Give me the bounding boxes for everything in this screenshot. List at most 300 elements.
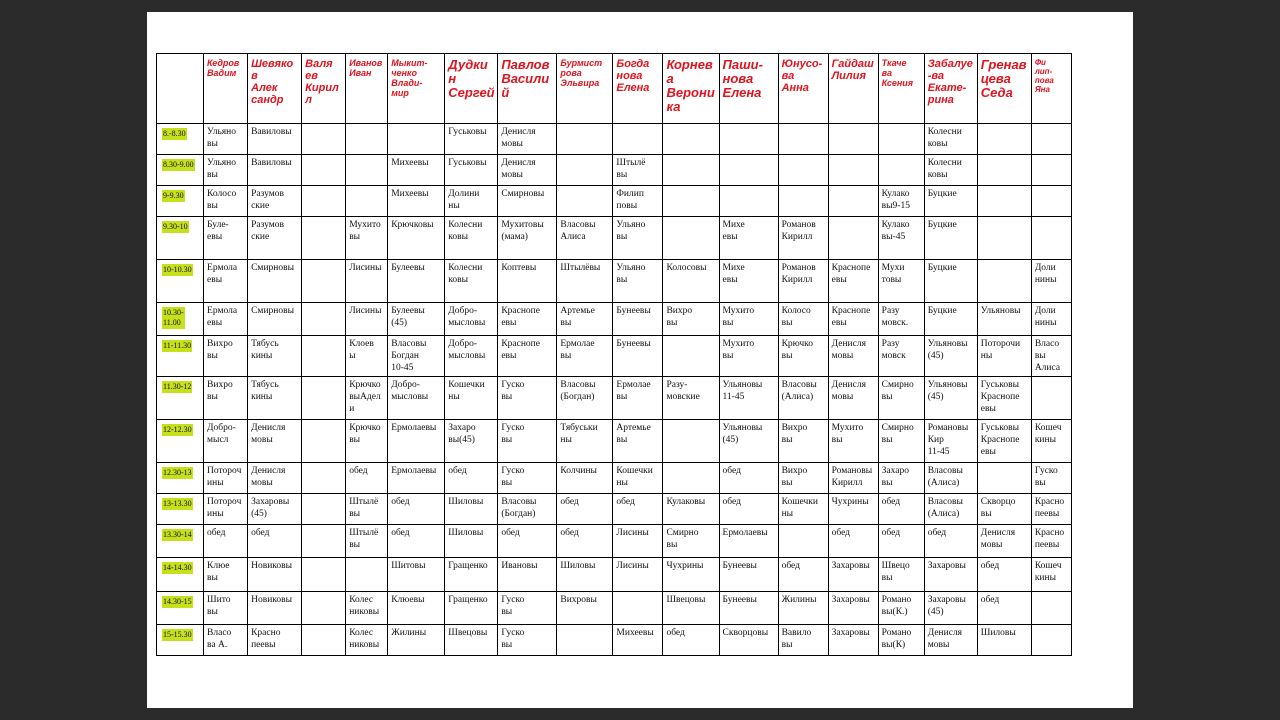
schedule-cell <box>977 124 1031 155</box>
schedule-cell: Кошечки ны <box>778 494 828 525</box>
schedule-cell: Ульяно вы <box>613 260 663 303</box>
table-row <box>157 336 1072 377</box>
schedule-cell: Гуско вы <box>498 625 557 656</box>
schedule-cell: Доли нины <box>1031 260 1071 303</box>
schedule-cell: Лисины <box>346 260 388 303</box>
schedule-cell: Смирно вы <box>878 377 924 420</box>
time-slot-label: 13.30-14 <box>163 530 192 539</box>
schedule-cell: Разумов ские <box>248 217 302 260</box>
teacher-header <box>248 54 302 124</box>
schedule-cell <box>977 155 1031 186</box>
schedule-cell <box>828 217 878 260</box>
schedule-cell: Гуськовы Краснопе евы <box>977 420 1031 463</box>
schedule-cell: Лисины <box>346 303 388 336</box>
schedule-cell: обед <box>204 525 248 558</box>
schedule-cell <box>302 155 346 186</box>
schedule-cell: Швецовы <box>663 592 719 625</box>
teacher-name-line: Павлов <box>501 57 550 72</box>
schedule-cell: Бунеевы <box>719 558 778 592</box>
time-slot-label: 11-11.30 <box>163 341 192 350</box>
schedule-cell: Власовы Богдан 10-45 <box>388 336 445 377</box>
schedule-cell <box>1031 124 1071 155</box>
schedule-cell: Денисля мовы <box>924 625 977 656</box>
schedule-cell <box>557 186 613 217</box>
corner-cell <box>157 54 204 124</box>
time-slot-cell <box>157 592 204 625</box>
table-row <box>157 186 1072 217</box>
schedule-cell: Крючко выАдел и <box>346 377 388 420</box>
schedule-cell: Бунеевы <box>613 336 663 377</box>
schedule-cell: Булеевы (45) <box>388 303 445 336</box>
schedule-cell: Смирно вы <box>663 525 719 558</box>
schedule-cell <box>977 260 1031 303</box>
teacher-name-line: ва <box>781 70 795 82</box>
schedule-cell: Ермолае вы <box>613 377 663 420</box>
schedule-cell: Гращенко <box>445 558 498 592</box>
schedule-cell: обед <box>557 494 613 525</box>
schedule-cell: Краснопе евы <box>498 336 557 377</box>
teacher-name-line: мир <box>391 88 409 98</box>
teacher-name-line: Седа <box>980 85 1013 100</box>
schedule-cell: Ульяно вы <box>204 124 248 155</box>
teacher-name-line: Паши- <box>722 57 763 72</box>
schedule-cell: Денисля мовы <box>977 525 1031 558</box>
schedule-cell: Романов Кирилл <box>778 217 828 260</box>
teacher-name-line: сандр <box>251 94 284 106</box>
teacher-header <box>924 54 977 124</box>
schedule-cell: обед <box>924 525 977 558</box>
schedule-cell: Вихро вы <box>778 420 828 463</box>
schedule-cell: Добро- мысловы <box>445 303 498 336</box>
table-row <box>157 625 1072 656</box>
schedule-cell: Клюе вы <box>204 558 248 592</box>
teacher-header <box>977 54 1031 124</box>
schedule-cell: Скворцо вы <box>977 494 1031 525</box>
schedule-cell: обед <box>346 463 388 494</box>
table-row <box>157 592 1072 625</box>
teacher-name-line: Ткаче <box>881 58 907 68</box>
schedule-cell: Колес никовы <box>346 625 388 656</box>
teacher-header <box>613 54 663 124</box>
schedule-cell <box>778 186 828 217</box>
schedule-cell <box>302 124 346 155</box>
schedule-cell: Краснопе евы <box>498 303 557 336</box>
schedule-cell: Колесни ковы <box>924 155 977 186</box>
schedule-cell: Разу мовск. <box>878 303 924 336</box>
teacher-name-line: Ксения <box>881 78 914 88</box>
time-slot-label: 10-10.30 <box>163 265 192 274</box>
schedule-cell: Гуско вы <box>498 377 557 420</box>
teacher-name-line: Шевяков <box>251 58 294 82</box>
teacher-name-line: Богда <box>616 58 650 70</box>
schedule-cell: Смирно вы <box>878 420 924 463</box>
schedule-cell: обед <box>778 558 828 592</box>
schedule-cell <box>1031 155 1071 186</box>
schedule-cell: обед <box>977 592 1031 625</box>
schedule-cell: Романо вы(К.) <box>878 592 924 625</box>
teacher-name-line: Валя <box>305 58 333 70</box>
time-slot-label: 9.30-10 <box>163 222 188 231</box>
schedule-cell: Новиковы <box>248 592 302 625</box>
schedule-cell: Разу- мовские <box>663 377 719 420</box>
time-slot-label: 8.30-9.00 <box>163 160 194 169</box>
schedule-cell: Денисля мовы <box>248 420 302 463</box>
schedule-cell: Краснопе евы <box>828 303 878 336</box>
schedule-cell: Швецовы <box>445 625 498 656</box>
schedule-cell <box>719 124 778 155</box>
teacher-name-line: Лилия <box>831 70 866 82</box>
schedule-cell: Шитовы <box>388 558 445 592</box>
schedule-cell <box>302 558 346 592</box>
time-slot-cell <box>157 124 204 155</box>
schedule-cell: Ульяновы 11-45 <box>719 377 778 420</box>
teacher-header <box>557 54 613 124</box>
schedule-cell <box>663 336 719 377</box>
teacher-name-line: Юнусо- <box>781 58 823 70</box>
schedule-cell: Власовы (Алиса) <box>924 463 977 494</box>
schedule-cell <box>613 124 663 155</box>
schedule-cell: Колесни ковы <box>445 217 498 260</box>
teacher-header <box>828 54 878 124</box>
schedule-cell: обед <box>388 525 445 558</box>
schedule-cell: Потороч ины <box>204 463 248 494</box>
schedule-cell: Кошечки ны <box>613 463 663 494</box>
schedule-cell <box>663 186 719 217</box>
schedule-cell: Ульяновы (45) <box>924 336 977 377</box>
schedule-cell: Бунеевы <box>719 592 778 625</box>
teacher-name-line: Корнева <box>666 57 713 86</box>
schedule-cell: Ермолаевы <box>719 525 778 558</box>
schedule-cell: Кошечки ны <box>445 377 498 420</box>
schedule-cell: Булеевы <box>388 260 445 303</box>
schedule-cell <box>663 124 719 155</box>
schedule-cell <box>778 525 828 558</box>
schedule-cell <box>388 124 445 155</box>
schedule-cell: Захаровы <box>828 592 878 625</box>
schedule-cell: Новиковы <box>248 558 302 592</box>
schedule-cell <box>302 186 346 217</box>
schedule-cell <box>1031 625 1071 656</box>
teacher-name-line: Иван <box>349 68 372 78</box>
schedule-cell <box>302 377 346 420</box>
schedule-cell: Вихро вы <box>204 377 248 420</box>
schedule-cell: Колосо вы <box>204 186 248 217</box>
table-row <box>157 525 1072 558</box>
schedule-cell <box>346 558 388 592</box>
teacher-header <box>204 54 248 124</box>
teacher-name-line: Мыкит- <box>391 58 428 68</box>
schedule-cell: Филип повы <box>613 186 663 217</box>
schedule-cell: Тябусь кины <box>248 377 302 420</box>
schedule-cell: Швецо вы <box>878 558 924 592</box>
time-slot-cell <box>157 217 204 260</box>
schedule-cell <box>663 420 719 463</box>
teacher-name-line: Василий <box>501 71 550 100</box>
schedule-cell: Власо ва А. <box>204 625 248 656</box>
table-row <box>157 260 1072 303</box>
schedule-cell: Мухито вы <box>719 303 778 336</box>
schedule-cell: обед <box>445 463 498 494</box>
schedule-cell: Вавиловы <box>248 155 302 186</box>
schedule-cell: Захаро вы <box>878 463 924 494</box>
schedule-cell: Денисля мовы <box>498 155 557 186</box>
schedule-cell <box>663 217 719 260</box>
schedule-cell <box>302 260 346 303</box>
teacher-name-line: Елена <box>616 82 650 94</box>
time-slot-label: 13-13.30 <box>163 499 192 508</box>
schedule-cell: Шито вы <box>204 592 248 625</box>
schedule-cell: Крючко вы <box>346 420 388 463</box>
teacher-name-line: Елена <box>722 85 762 100</box>
schedule-cell: Артемье вы <box>557 303 613 336</box>
teacher-header <box>778 54 828 124</box>
schedule-cell: Штылё вы <box>346 494 388 525</box>
schedule-cell <box>302 217 346 260</box>
schedule-cell: Гуськовы Краснопе евы <box>977 377 1031 420</box>
teacher-header <box>498 54 557 124</box>
schedule-cell <box>302 592 346 625</box>
schedule-cell: Власовы (Богдан) <box>557 377 613 420</box>
time-slot-cell <box>157 377 204 420</box>
schedule-cell <box>613 592 663 625</box>
schedule-cell: Шиловы <box>445 494 498 525</box>
table-row <box>157 463 1072 494</box>
time-slot-cell <box>157 463 204 494</box>
schedule-cell: Ульяновы (45) <box>924 377 977 420</box>
schedule-cell <box>719 186 778 217</box>
schedule-cell: Кулако вы-45 <box>878 217 924 260</box>
schedule-cell <box>346 186 388 217</box>
schedule-cell: Ермолаевы <box>388 463 445 494</box>
teacher-name-line: пова <box>1034 76 1054 85</box>
schedule-cell: Кулаковы <box>663 494 719 525</box>
teacher-name-line: Бурмист <box>560 58 603 68</box>
time-slot-label: 12.30-13 <box>163 468 192 477</box>
schedule-cell: Захаровы <box>828 558 878 592</box>
schedule-cell: Колесни ковы <box>445 260 498 303</box>
schedule-cell: Власовы (Алиса) <box>778 377 828 420</box>
teacher-name-line: рина <box>927 94 954 106</box>
teacher-name-line: ев <box>305 70 318 82</box>
teacher-name-line: Вадим <box>207 68 237 78</box>
schedule-cell <box>302 494 346 525</box>
schedule-cell: Добро- мысл <box>204 420 248 463</box>
teacher-name-line: -ва <box>927 70 944 82</box>
schedule-cell: Мухито вы <box>346 217 388 260</box>
schedule-cell: обед <box>557 525 613 558</box>
table-row <box>157 377 1072 420</box>
schedule-cell <box>977 217 1031 260</box>
schedule-cell: Скворцовы <box>719 625 778 656</box>
schedule-cell <box>977 186 1031 217</box>
schedule-cell: Буцкие <box>924 303 977 336</box>
time-slot-label: 9-9.30 <box>163 191 184 200</box>
schedule-cell <box>302 525 346 558</box>
schedule-cell: Буцкие <box>924 186 977 217</box>
schedule-cell <box>302 303 346 336</box>
schedule-cell: Красно пеевы <box>1031 494 1071 525</box>
schedule-cell: Поторочи ны <box>977 336 1031 377</box>
schedule-cell: Захаровы <box>924 558 977 592</box>
teacher-name-line: Гренав <box>980 57 1027 72</box>
schedule-cell: Мухи товы <box>878 260 924 303</box>
schedule-cell: Смирновы <box>248 260 302 303</box>
schedule-cell: Романовы Кирилл <box>828 463 878 494</box>
teacher-header <box>663 54 719 124</box>
schedule-cell: Тябуськи ны <box>557 420 613 463</box>
schedule-cell: Жилины <box>778 592 828 625</box>
schedule-cell: Денисля мовы <box>248 463 302 494</box>
schedule-cell: Вихро вы <box>663 303 719 336</box>
schedule-cell: Ермола евы <box>204 260 248 303</box>
schedule-cell: Красно пеевы <box>248 625 302 656</box>
schedule-cell <box>557 625 613 656</box>
schedule-cell: Буцкие <box>924 260 977 303</box>
table-row <box>157 124 1072 155</box>
teacher-header <box>302 54 346 124</box>
teacher-header <box>445 54 498 124</box>
schedule-cell: Гуськовы <box>445 124 498 155</box>
schedule-cell: Романовы Кир 11-45 <box>924 420 977 463</box>
schedule-cell: Колесни ковы <box>924 124 977 155</box>
schedule-cell: Клоев ы <box>346 336 388 377</box>
schedule-cell: Смирновы <box>248 303 302 336</box>
schedule-cell <box>878 124 924 155</box>
schedule-cell <box>719 155 778 186</box>
schedule-cell: Крючковы <box>388 217 445 260</box>
schedule-cell: Ермола евы <box>204 303 248 336</box>
time-slot-label: 12-12.30 <box>163 425 192 434</box>
schedule-cell <box>1031 377 1071 420</box>
teacher-name-line: Дудкин <box>448 57 488 86</box>
schedule-cell: Чухрины <box>663 558 719 592</box>
teacher-name-line: нова <box>616 70 643 82</box>
schedule-cell: Шиловы <box>445 525 498 558</box>
schedule-cell: Кошеч кины <box>1031 420 1071 463</box>
schedule-cell <box>828 124 878 155</box>
header-row <box>157 54 1072 124</box>
schedule-cell: Чухрины <box>828 494 878 525</box>
schedule-cell: Михе евы <box>719 217 778 260</box>
schedule-cell: Добро- мысловы <box>388 377 445 420</box>
teacher-name-line: ва <box>881 68 892 78</box>
schedule-cell: Смирновы <box>498 186 557 217</box>
schedule-cell: Денисля мовы <box>828 377 878 420</box>
teacher-name-line: Яна <box>1034 85 1050 94</box>
teacher-name-line: Сергей <box>448 85 495 100</box>
teacher-name-line: лип- <box>1034 67 1053 76</box>
schedule-cell: Вавило вы <box>778 625 828 656</box>
schedule-cell: Колчины <box>557 463 613 494</box>
time-slot-label: 10.30- 11.00 <box>163 308 184 327</box>
schedule-cell <box>302 463 346 494</box>
schedule-cell: Вавиловы <box>248 124 302 155</box>
time-slot-cell <box>157 336 204 377</box>
schedule-cell <box>977 463 1031 494</box>
schedule-cell <box>663 463 719 494</box>
teacher-name-line: Влади- <box>391 78 423 88</box>
schedule-cell: Власовы Алиса <box>557 217 613 260</box>
schedule-cell: Буле- евы <box>204 217 248 260</box>
schedule-cell <box>1031 186 1071 217</box>
time-slot-cell <box>157 303 204 336</box>
schedule-cell: Ивановы <box>498 558 557 592</box>
schedule-cell: Ермолаевы <box>388 420 445 463</box>
schedule-cell: обед <box>663 625 719 656</box>
schedule-cell: Бунеевы <box>613 303 663 336</box>
schedule-cell: обед <box>828 525 878 558</box>
time-slot-label: 11.30-12 <box>163 382 192 391</box>
schedule-cell: Михе евы <box>719 260 778 303</box>
schedule-cell: Крючко вы <box>778 336 828 377</box>
schedule-cell: Власо вы Алиса <box>1031 336 1071 377</box>
table-row <box>157 420 1072 463</box>
schedule-cell: Гуськовы <box>445 155 498 186</box>
schedule-cell: Долини ны <box>445 186 498 217</box>
teacher-name-line: Анна <box>781 82 809 94</box>
time-slot-label: 14-14.30 <box>163 563 192 572</box>
schedule-cell: Разумов ские <box>248 186 302 217</box>
teacher-name-line: нова <box>722 71 754 86</box>
time-slot-label: 15-15.30 <box>163 630 192 639</box>
schedule-cell: Тябусь кины <box>248 336 302 377</box>
table-row <box>157 558 1072 592</box>
schedule-cell: Михеевы <box>613 625 663 656</box>
schedule-cell: обед <box>388 494 445 525</box>
teacher-header <box>388 54 445 124</box>
schedule-cell: обед <box>977 558 1031 592</box>
schedule-cell: Жилины <box>388 625 445 656</box>
schedule-cell: Шиловы <box>557 558 613 592</box>
schedule-cell: Вихро вы <box>204 336 248 377</box>
schedule-cell <box>557 124 613 155</box>
teacher-name-line: ка <box>666 99 681 114</box>
schedule-cell: Шиловы <box>977 625 1031 656</box>
schedule-cell: обед <box>613 494 663 525</box>
schedule-cell <box>778 124 828 155</box>
time-slot-label: 14.30-15 <box>163 597 192 606</box>
schedule-cell: Вихро вы <box>778 463 828 494</box>
schedule-cell: Штылё вы <box>346 525 388 558</box>
schedule-cell: Гуско вы <box>498 463 557 494</box>
table-row <box>157 217 1072 260</box>
schedule-cell: Артемье вы <box>613 420 663 463</box>
schedule-cell: Кулако вы9-15 <box>878 186 924 217</box>
time-slot-cell <box>157 558 204 592</box>
schedule-cell: Коптевы <box>498 260 557 303</box>
teacher-name-line: Екате- <box>927 82 967 94</box>
schedule-cell: Разу мовск <box>878 336 924 377</box>
schedule-cell: Захаровы (45) <box>924 592 977 625</box>
schedule-cell: Власовы (Алиса) <box>924 494 977 525</box>
time-slot-cell <box>157 525 204 558</box>
schedule-cell <box>557 155 613 186</box>
schedule-cell: Захаровы <box>828 625 878 656</box>
schedule-cell: обед <box>878 494 924 525</box>
teacher-header <box>719 54 778 124</box>
table-row <box>157 494 1072 525</box>
schedule-cell: Лисины <box>613 558 663 592</box>
time-slot-cell <box>157 494 204 525</box>
schedule-cell: Ульяновы (45) <box>719 420 778 463</box>
teacher-name-line: Кедров <box>207 58 240 68</box>
schedule-cell: Краснопе евы <box>828 260 878 303</box>
schedule-cell: Буцкие <box>924 217 977 260</box>
schedule-cell: обед <box>719 463 778 494</box>
schedule-cell: обед <box>248 525 302 558</box>
schedule-cell <box>302 420 346 463</box>
teacher-name-line: Гайдаш <box>831 58 874 70</box>
